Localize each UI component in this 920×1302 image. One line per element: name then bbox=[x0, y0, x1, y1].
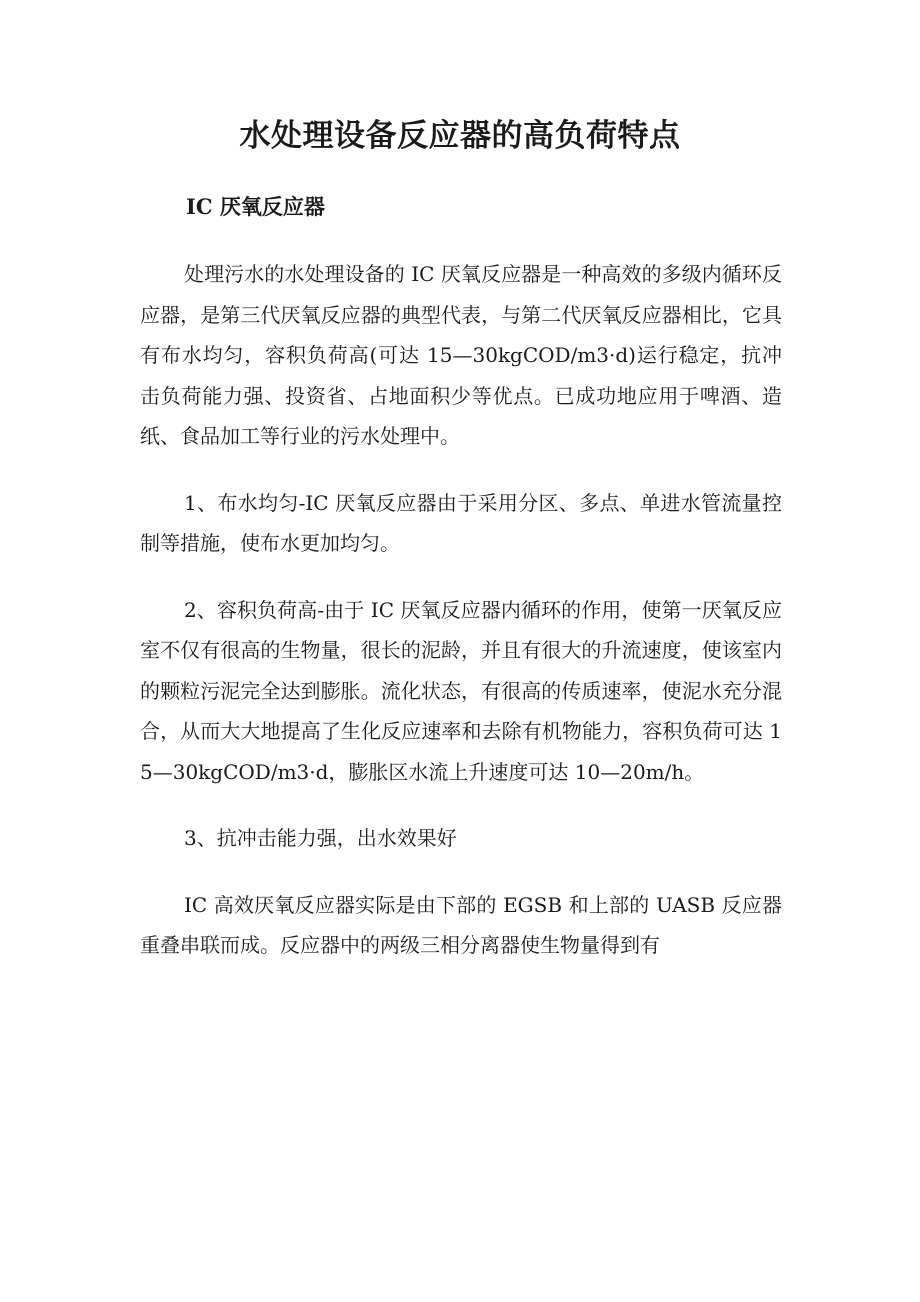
paragraph-point-3: 3、抗冲击能力强，出水效果好 bbox=[184, 826, 457, 850]
paragraph-point-2: 2、容积负荷高-由于 IC 厌氧反应器内循环的作用，使第一厌氧反应室不仅有很高的生物量，很长的泥龄，并且有很大的升流速度，使该室内的颗粒污泥完全达到膨胀。流化状态，有很高的传质速率，使泥水充分混合，从而大大地提高了生化反应速率和去除有机物能力，容积负荷可达 15—30kgCOD/m3·d，膨胀区水流上升速度可达 10—20m/h。 bbox=[140, 597, 782, 784]
document-title: 水处理设备反应器的高负荷特点 bbox=[239, 118, 681, 154]
paragraph-point-1: 1、布水均匀-IC 厌氧反应器由于采用分区、多点、单进水管流量控制等措施，使布水更加均匀。 bbox=[140, 490, 782, 555]
document-body bbox=[140, 254, 782, 992]
paragraph-intro: 处理污水的水处理设备的 IC 厌氧反应器是一种高效的多级内循环反应器，是第三代厌氧反应器的典型代表，与第二代厌氧反应器相比，它具有布水均匀，容积负荷高(可达 15—30kgCOD/m3·d)运行稳定，抗冲击负荷能力强、投资省、占地面积少等优点。已成功地应用于啤酒、造纸、食品加工等行业的污水处理中。 bbox=[140, 262, 782, 448]
section-heading: IC 厌氧反应器 bbox=[186, 194, 325, 219]
paragraph-structure: IC 高效厌氧反应器实际是由下部的 EGSB 和上部的 UASB 反应器重叠串联而成。反应器中的两级三相分离器使生物量得到有 bbox=[140, 892, 782, 957]
